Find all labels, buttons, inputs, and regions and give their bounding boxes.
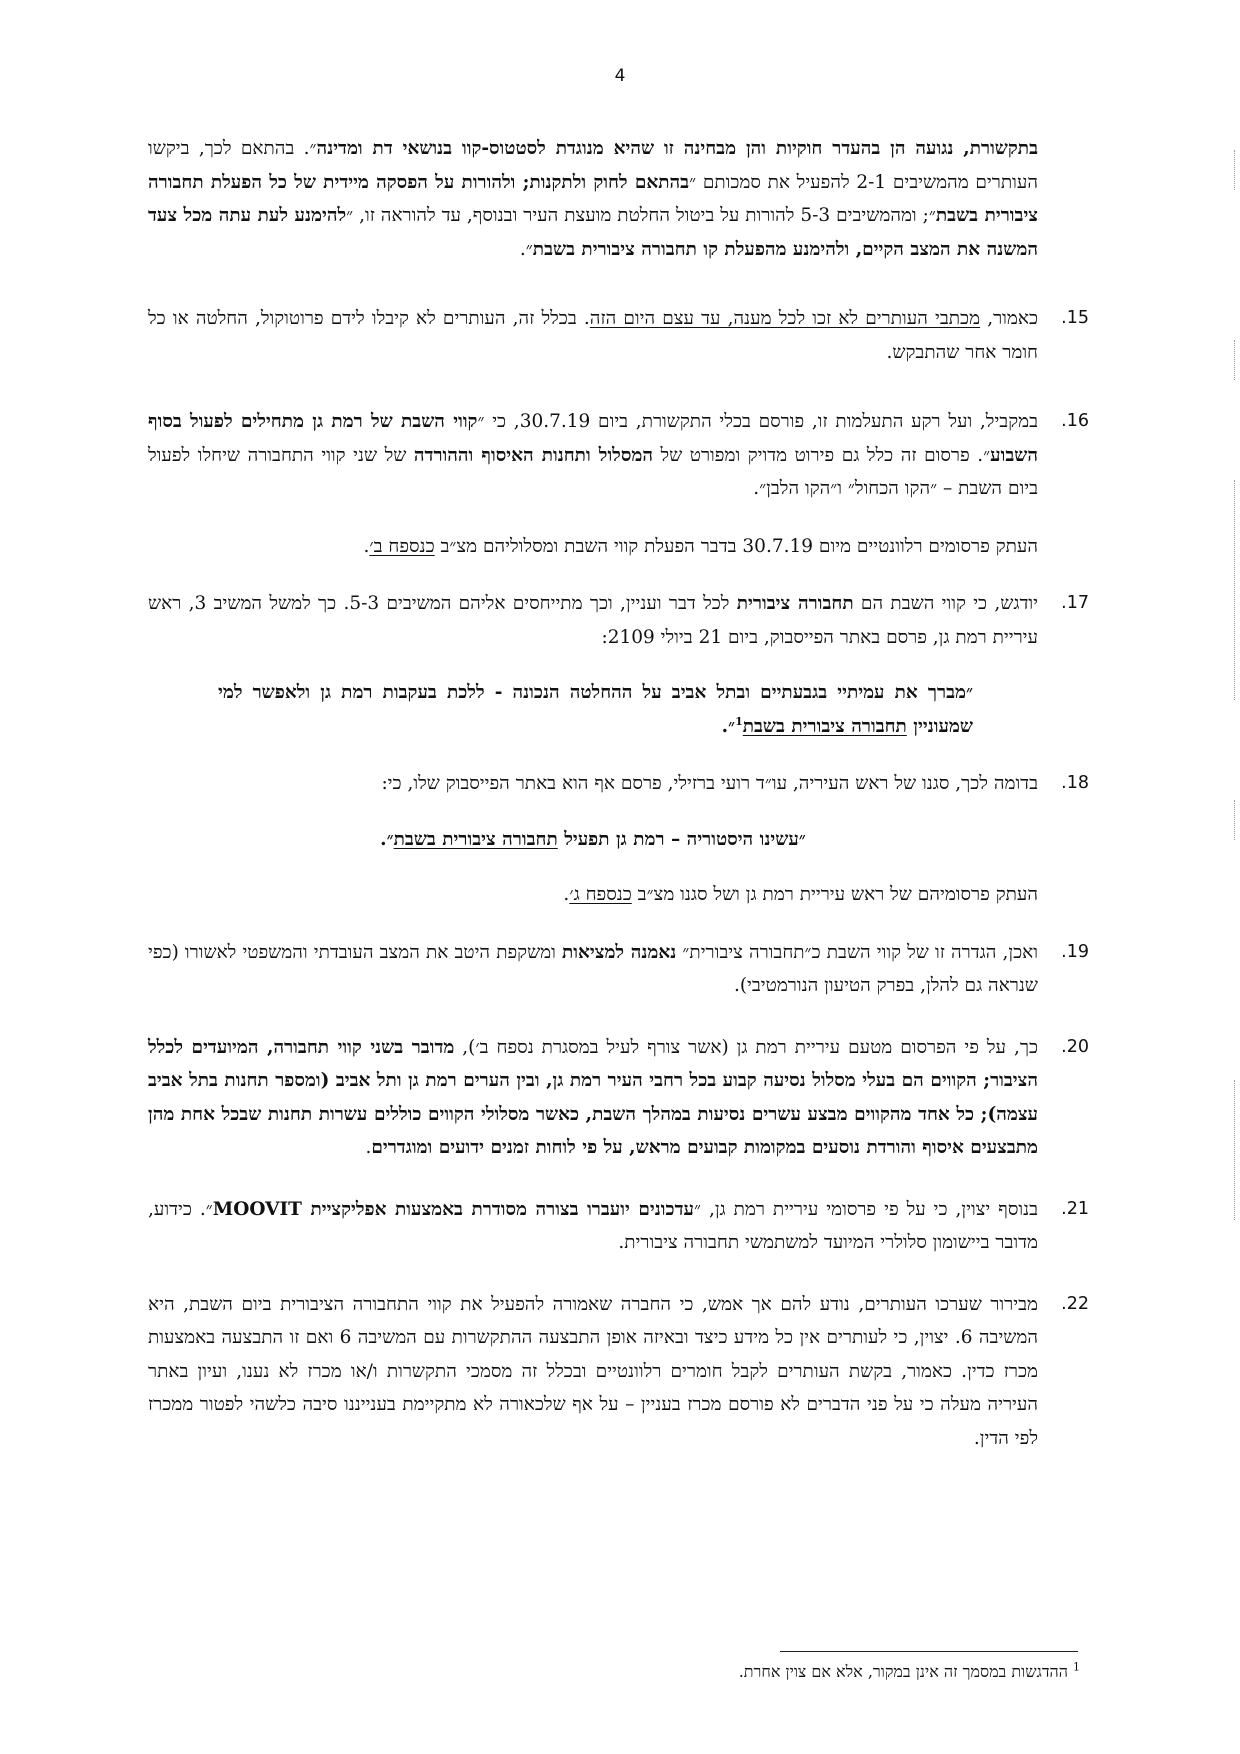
underlined-text: תחבורה ציבורית בשבת: [393, 828, 558, 850]
paragraph-number: .15: [1061, 308, 1089, 328]
text: לכל דבר ועניין, וכך מתייחסים אליהם המשיבים 5-3. כך למשל המשיב 3, ראש עיריית רמת גן, פרסם באתר הפייסבוק, ביום 21 ביולי 2109:: [148, 593, 1038, 648]
text: ״.: [721, 715, 736, 737]
exhibit-reference: כנספח ב׳: [369, 535, 435, 557]
text: יודגש, כי קווי השבת הם: [853, 593, 1038, 614]
text: ומשקפת היטב את המצב העובדתי והמשפטי לאשורו (כפי שנראה גם להלן, בפרק הטיעון הנורמטיבי).: [148, 941, 1038, 996]
footnote-marker: 1: [735, 714, 743, 728]
paragraph-number: .19: [1061, 941, 1089, 962]
text: ״. בהתאם לכך, ביקשו העותרים מהמשיבים 2-1 להפעיל את סמכותם ״: [148, 138, 1038, 193]
paragraph-number: .20: [1061, 1036, 1089, 1057]
paragraph-14-continuation: [148, 132, 1083, 266]
paragraph-19: [148, 936, 1089, 1003]
text: במקביל, ועל רקע התעלמות זו, פורסם בכלי התקשורת, ביום 30.7.19, כי ״: [477, 411, 1038, 432]
exhibit-reference: כנספח ג׳: [569, 884, 632, 905]
text: ״.: [519, 238, 533, 260]
text: ״. כידוע, מדובר ביישומון סלולרי המיועד למשתמשי תחבורה ציבורית.: [148, 1198, 1038, 1253]
bold-text: להימנע לעת עתה מכל צעד המשנה את המצב הקיים, ולהימנע מהפעלת קו תחבורה ציבורית בשבת: [148, 205, 1038, 260]
footnote-number: 1: [1073, 1660, 1080, 1674]
paragraph-22: [148, 1288, 1089, 1456]
paragraph-number: .21: [1061, 1198, 1089, 1219]
text: ״.: [380, 828, 394, 850]
document-body: [148, 132, 1089, 1488]
text: .: [365, 1137, 372, 1158]
scan-artifact-marks: [1234, 480, 1237, 700]
bold-text: בתקשורת, נגועה הן בהעדר חוקיות והן מבחינה זו שהיא מנוגדת לסטטוס-קוו בנושאי דת ומדינה: [316, 138, 1038, 159]
paragraph-number: .17: [1061, 593, 1089, 613]
bold-text: המסלול ותחנות האיסוף וההורדה: [413, 444, 653, 466]
text: ״עשינו היסטוריה – רמת גן תפעיל: [557, 828, 806, 850]
text: כך, על פי הפרסום מטעם עיריית רמת גן (אשר צורף לעיל במסגרת נספח ב׳),: [454, 1036, 1038, 1058]
paragraph-number: .18: [1061, 773, 1089, 793]
text: ואכן, הגדרה זו של קווי השבת כ״תחבורה ציבורית״: [676, 941, 1039, 963]
bold-text: תחבורה ציבורית: [736, 593, 854, 614]
quote-deputy-mayor: [148, 823, 1083, 857]
text: העתק פרסומים רלוונטיים מיום 30.7.19 בדבר הפעלת קווי השבת ומסלוליהם מצ״ב: [434, 535, 1038, 557]
underlined-text: תחבורה ציבורית בשבת: [742, 715, 907, 737]
underlined-text: מכתבי העותרים לא זכו לכל מענה, עד עצם היום הזה: [589, 308, 981, 329]
text: כאמור,: [980, 308, 1039, 329]
scan-artifact-marks: [1234, 340, 1237, 380]
page-number: 4: [614, 66, 626, 86]
footnote-separator: [780, 1651, 1078, 1652]
exhibit-note-c: [148, 878, 1083, 912]
paragraph-number: .22: [1061, 1293, 1089, 1314]
text: .: [563, 884, 570, 905]
bold-text: בהתאם לחוק ולתקנות; ולהורות על הפסקה מיידית של כל הפעלת תחבורה ציבורית בשבת: [148, 171, 1039, 226]
footnote: [600, 1662, 1080, 1682]
bold-text: עדכונים יועברו בצורה מסודרת באמצעות אפליקציית MOOVIT: [212, 1198, 694, 1220]
footnote-text: ההדגשות במסמך זה אינן במקור, אלא אם צוין אחרת.: [738, 1662, 1073, 1681]
text: ״; ומהמשיבים 5-3 להורות על ביטול החלטת מועצת העיר ובנוסף, עד להוראה זו, ״: [346, 205, 936, 226]
bold-text: קווי השבת של רמת גן מתחילים לפעול בסוף השבוע: [148, 411, 1038, 466]
text: בדומה לכך, סגנו של ראש העיריה, עו״ד רועי ברזילי, פרסם אף הוא באתר הפייסבוק שלו, כי:: [381, 773, 1038, 794]
paragraph-18: [148, 767, 1089, 801]
bold-text: נאמנה למציאות: [562, 941, 677, 963]
text: . בכלל זה, העותרים לא קיבלו לידם פרוטוקול, החלטה או כל חומר אחר שהתבקש.: [148, 308, 1038, 363]
text: ״. פרסום זה כלל גם פירוט מדויק ומפורט של: [652, 444, 991, 466]
paragraph-20: [148, 1031, 1089, 1165]
paragraph-15: [148, 302, 1089, 369]
quote-mayor: [148, 676, 1083, 743]
scan-artifact-marks: [1234, 800, 1237, 840]
paragraph-16: [148, 405, 1089, 506]
text: בנוסף יצוין, כי על פי פרסומי עיריית רמת גן, ״: [693, 1198, 1039, 1220]
scan-artifact-marks: [1234, 1080, 1237, 1220]
text: ״מברך את עמיתיי בגבעתיים ובתל אביב על ההחלטה הנכונה - ללכת בעקבות רמת גן ולאפשר למי שמעוניין: [218, 682, 973, 737]
text: מבירור שערכו העותרים, נודע להם אך אמש, כי החברה שאמורה להפעיל את קווי התחבורה הציבורית ביום השבת, היא המשיבה 6. יצוין, כי לעותרים אין כל מידע כיצד ובאיזה אופן התבצעה ההתקשרות עם המשיבה 6 ואם זו התבצעה באמצעות מכרז כדין. כאמור, בקשת העותרים לקבל חומרים רלוונטיים ובכלל זה מסמכי התקשרות ו/או מכרז לא נענו, ועיון באתר העיריה מעלה כי על פני הדברים לא פורסם מכרז בעניין – על אף שלכאורה לא מתקיימת בענייננו סיבה כלשהי לפטור ממכרז לפי הדין.: [148, 1293, 1038, 1449]
paragraph-number: .16: [1061, 411, 1089, 431]
paragraph-17: [148, 587, 1089, 654]
scan-artifact-marks: [1234, 150, 1237, 190]
bold-text: מדובר בשני קווי תחבורה, המיועדים לכלל הציבור; הקווים הם בעלי מסלול נסיעה קבוע בכל רחבי העיר רמת גן, ובין הערים רמת גן ותל אביב (ומספר תחנות בתל אביב עצמה); כל אחד מהקווים מבצע עשרים נסיעות במהלך השבת, כאשר מסלולי הקווים כוללים עשרות תחנות שבכל אחת מהן מתבצעים איסוף והורדת נוסעים במקומות קבועים מראש, על פי לוחות זמנים ידועים ומוגדרים: [148, 1036, 1038, 1158]
exhibit-note-b: [148, 530, 1083, 564]
text: העתק פרסומיהם של ראש עיריית רמת גן ושל סגנו מצ״ב: [631, 884, 1038, 905]
text: .: [363, 535, 370, 557]
text: של שני קווי התחבורה שיחלו לפעול ביום השבת – ״הקו הכחול״ ו״הקו הלבן״.: [148, 444, 1038, 499]
paragraph-21: [148, 1193, 1089, 1260]
